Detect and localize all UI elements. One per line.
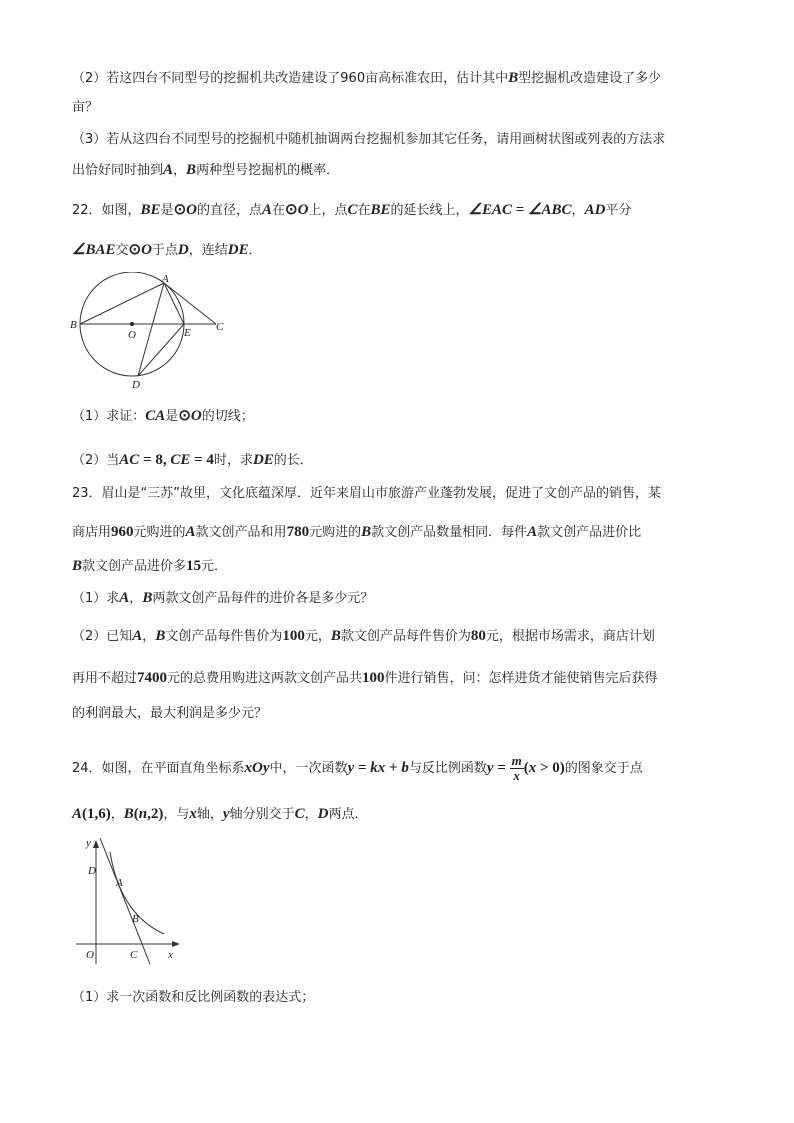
q23-part2-line1: （2）已知A，B文创产品每件售价为100元，B款文创产品每件售价为80元，根据市场需求，商店计划 (72, 628, 655, 644)
q23-line1: 23．眉山是“三苏”故里，文化底蕴深厚．近年来眉山市旅游产业蓬勃发展，促进了文创产品的销售，某 (72, 486, 662, 501)
label-A: A (116, 877, 123, 889)
label-E: E (184, 327, 191, 339)
q21-part3-line2: 出恰好同时抽到A，B两种型号挖掘机的概率． (72, 162, 340, 178)
q22-part1: （1）求证：CA是⊙O的切线； (72, 408, 254, 424)
label-D: D (88, 865, 96, 877)
label-B: B (132, 913, 139, 925)
q21-part3-line1: （3）若从这四台不同型号的挖掘机中随机抽调两台挖掘机参加其它任务，请用画树状图或列表的方法求 (72, 132, 666, 147)
q23-part2-line2: 再用不超过7400元的总费用购进这两款文创产品共100件进行销售，问：怎样进货才能使销售完后获得 (72, 670, 658, 686)
label-O: O (86, 949, 94, 961)
q23-part1: （1）求A，B两款文创产品每件的进价各是多少元？ (72, 590, 374, 606)
label-y: y (86, 837, 91, 849)
label-D: D (132, 379, 140, 390)
label-C: C (130, 949, 138, 961)
q24-part1: （1）求一次函数和反比例函数的表达式； (72, 990, 315, 1005)
q22-part2: （2）当AC = 8, CE = 4时，求DE的长． (72, 452, 313, 468)
label-x: x (168, 949, 173, 961)
label-A: A (162, 273, 169, 285)
q21-part2-line2: 亩？ (72, 100, 99, 115)
q23-part2-line3: 的利润最大，最大利润是多少元？ (72, 706, 268, 721)
q22-stem-line1: 22．如图，BE是⊙O的直径，点A在⊙O上，点C在BE的延长线上，∠EAC = ∠ABC，AD平分 (72, 202, 632, 218)
label-O: O (128, 329, 136, 341)
q24-line1: 24．如图，在平面直角坐标系xOy中，一次函数y = kx + b与反比例函数y = $\frac{m}{x}$ (x > 0)的图象交于点 (72, 753, 643, 783)
q24-line2: A(1,6)，B(n,2)，与x轴，y轴分别交于C，D两点． (72, 806, 368, 822)
q22-stem-line2: ∠BAE交⊙O于点D，连结DE． (72, 242, 262, 258)
q23-line3: B款文创产品进价多15元． (72, 558, 228, 574)
q24-graph-figure (72, 836, 184, 968)
q23-line2: 商店用960元购进的A款文创产品和用780元购进的B款文创产品数量相同．每件A款文创产品进价比 (72, 524, 642, 540)
q21-part2-line1: （2）若这四台不同型号的挖掘机共改造建设了960亩高标准农田，估计其中B型挖掘机改造建设了多少 (72, 70, 662, 86)
label-B: B (70, 319, 77, 331)
q22-circle-figure (66, 272, 226, 390)
label-C: C (216, 321, 224, 333)
